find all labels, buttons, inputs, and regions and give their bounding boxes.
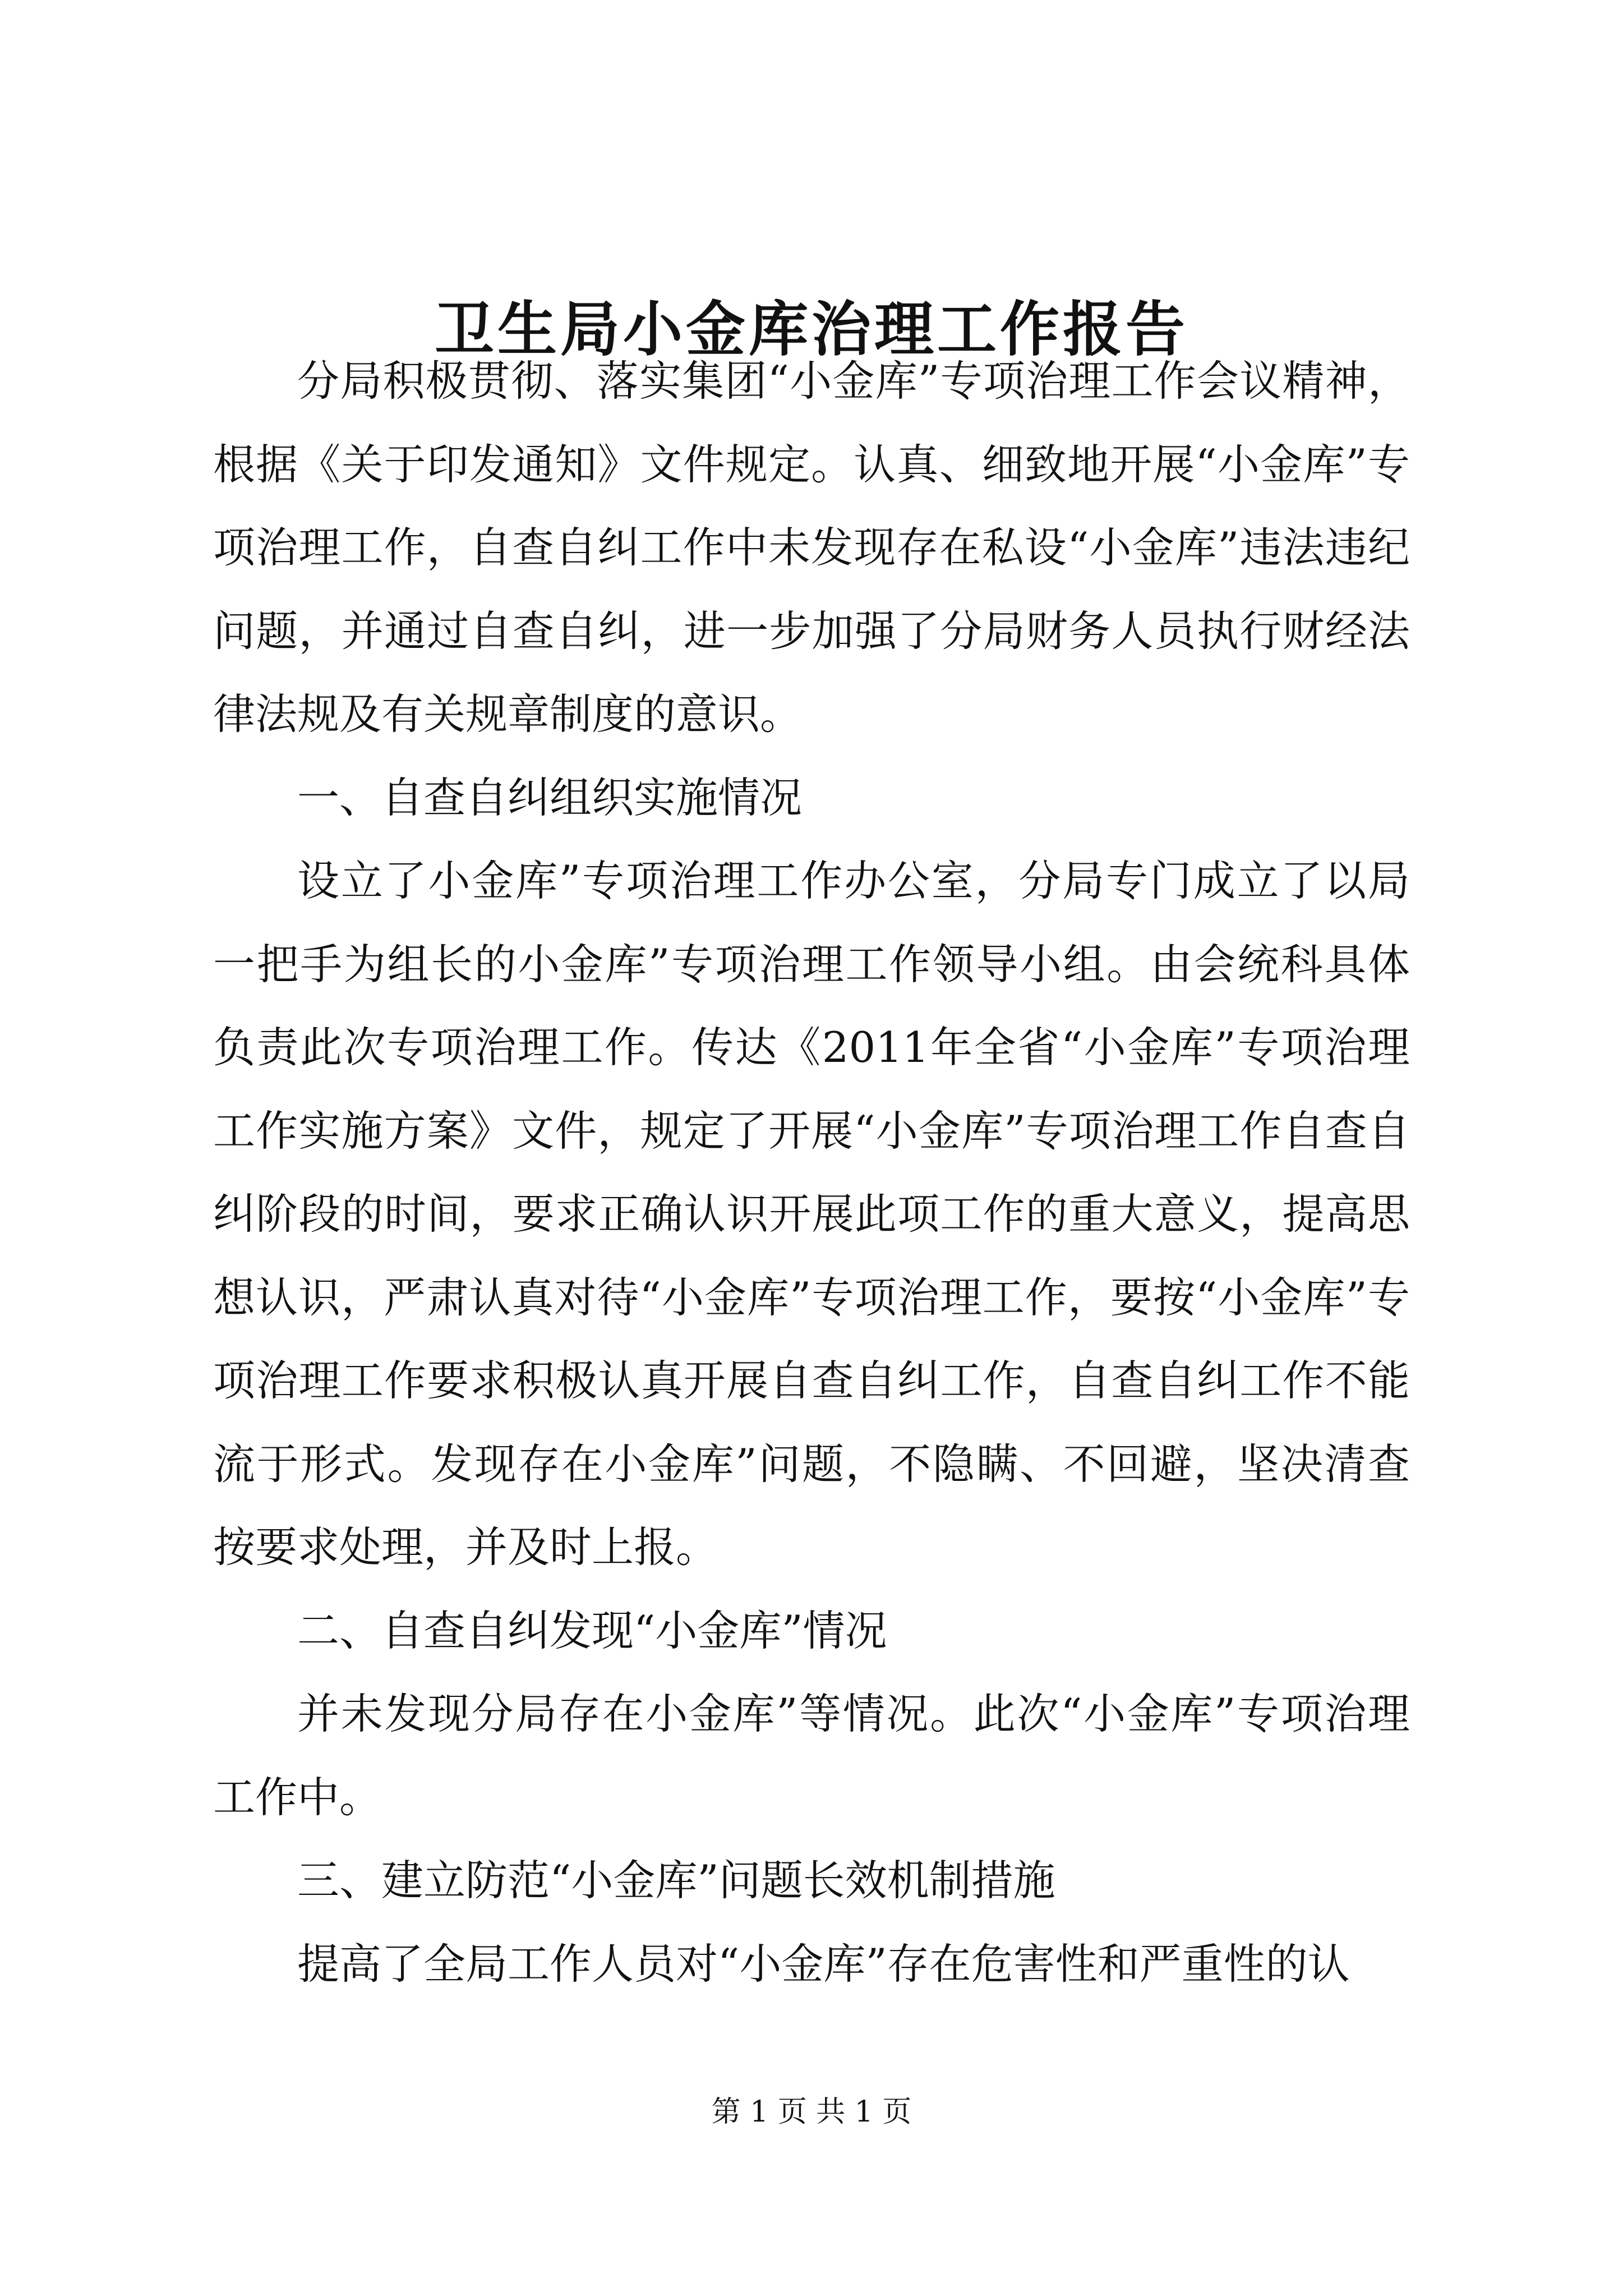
paragraph-section-2: 并未发现分局存在小金库”等情况。此次“小金库”专项治理工作中。 xyxy=(213,1689,1410,1822)
paragraph-section-1: 设立了小金库”专项治理工作办公室，分局专门成立了以局一把手为组长的小金库”专项治理工作领导小组。由会统科具体负责此次专项治理工作。传达《2011年全省“小金库”专项治理工作实施方案》文件，规定了开展“小金库”专项治理工作自查自纠阶段的时间，要求正确认识开展此项工作的重大意义，提高思想认识，严肃认真对待“小金库”专项治理工作，要按“小金库”专项治理工作要求积极认真开展自查自纠工作，自查自纠工作不能流于形式。发现存在小金库”问题，不隐瞒、不回避，坚决清查按要求处理，并及时上报。 xyxy=(213,856,1410,1572)
document-body xyxy=(213,339,1410,2005)
page-number-footer: 第 1 页 共 1 页 xyxy=(711,2095,912,2129)
paragraph-section-3: 提高了全局工作人员对“小金库”存在危害性和严重性的认 xyxy=(297,1939,1350,1989)
section-heading-3: 三、建立防范“小金库”问题长效机制措施 xyxy=(297,1856,1055,1905)
paragraph-intro: 分局积极贯彻、落实集团“小金库”专项治理工作会议精神，根据《关于印发通知》文件规定。认真、细致地开展“小金库”专项治理工作，自查自纠工作中未发现存在私设“小金库”违法违纪问题，并通过自查自纠，进一步加强了分局财务人员执行财经法律法规及有关规章制度的意识。 xyxy=(213,356,1410,739)
section-heading-2: 二、自查自纠发现“小金库”情况 xyxy=(297,1605,887,1655)
document-title: 卫生局小金库治理工作报告 xyxy=(435,294,1188,364)
section-heading-1: 一、自查自纠组织实施情况 xyxy=(297,772,803,822)
